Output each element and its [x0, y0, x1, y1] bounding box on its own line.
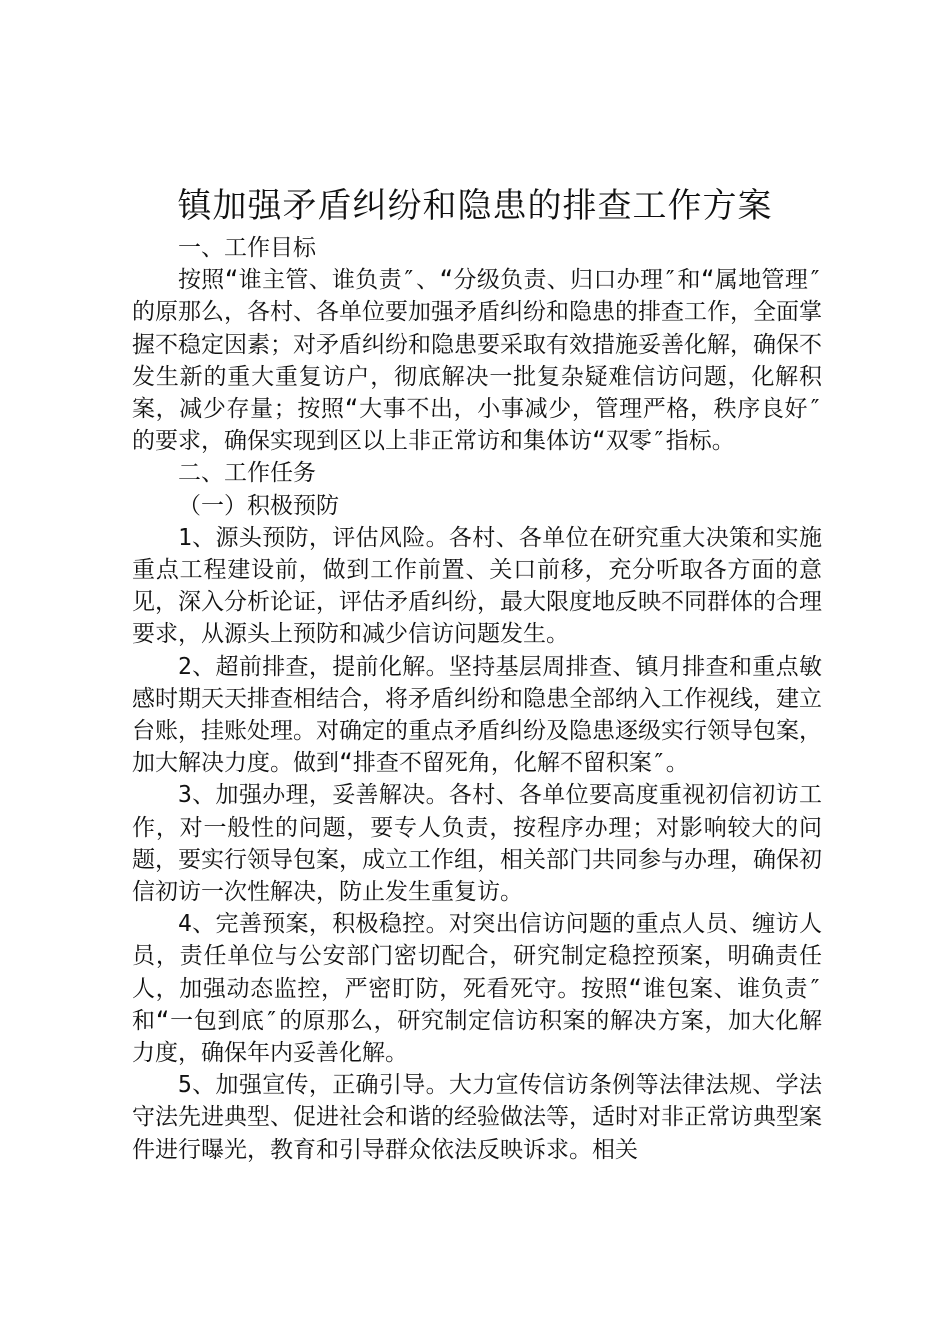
paragraph-item-1: 1、源头预防，评估风险。各村、各单位在研究重大决策和实施重点工程建设前，做到工作前置、关口前移，充分听取各方面的意见，深入分析论证，评估矛盾纠纷，最大限度地反映不同群体的合理要求，从源头上预防和减少信访问题发生。: [132, 524, 822, 648]
paragraph-item-5: 5、加强宣传，正确引导。大力宣传信访条例等法律法规、学法守法先进典型、促进社会和谐的经验做法等，适时对非正常访典型案件进行曝光，教育和引导群众依法反映诉求。相关: [132, 1072, 822, 1163]
document-body: [132, 232, 822, 1166]
paragraph-item-3: 3、加强办理，妥善解决。各村、各单位要高度重视初信初访工作，对一般性的问题，要专人负责，按程序办理；对影响较大的问题，要实行领导包案，成立工作组，相关部门共同参与办理，确保初信初访一次性解决，防止发生重复访。: [132, 782, 822, 906]
subsection-heading-prevention: （一）积极预防: [178, 492, 339, 519]
section-heading-tasks: 二、工作任务: [178, 460, 316, 487]
section-heading-goals: 一、工作目标: [178, 235, 316, 261]
document-title: 镇加强矛盾纠纷和隐患的排查工作方案: [177, 186, 773, 226]
paragraph-item-4: 4、完善预案，积极稳控。对突出信访问题的重点人员、缠访人员，责任单位与公安部门密切配合，研究制定稳控预案，明确责任人，加强动态监控，严密盯防，死看死守。按照“谁包案、谁负责″和“一包到底″的原那么，研究制定信访积案的解决方案，加大化解力度，确保年内妥善化解。: [132, 911, 822, 1067]
paragraph-item-2: 2、超前排查，提前化解。坚持基层周排查、镇月排查和重点敏感时期天天排查相结合，将矛盾纠纷和隐患全部纳入工作视线，建立台账，挂账处理。对确定的重点矛盾纠纷及隐患逐级实行领导包案，加大解决力度。做到“排查不留死角，化解不留积案″。: [132, 653, 822, 777]
paragraph-goals: 按照“谁主管、谁负责″、“分级负责、归口办理″和“属地管理″的原那么，各村、各单位要加强矛盾纠纷和隐患的排查工作，全面掌握不稳定因素；对矛盾纠纷和隐患要采取有效措施妥善化解，确保不发生新的重大重复访户，彻底解决一批复杂疑难信访问题，化解积案，减少存量；按照“大事不出，小事减少，管理严格，秩序良好″的要求，确保实现到区以上非正常访和集体访“双零″指标。: [132, 267, 822, 455]
